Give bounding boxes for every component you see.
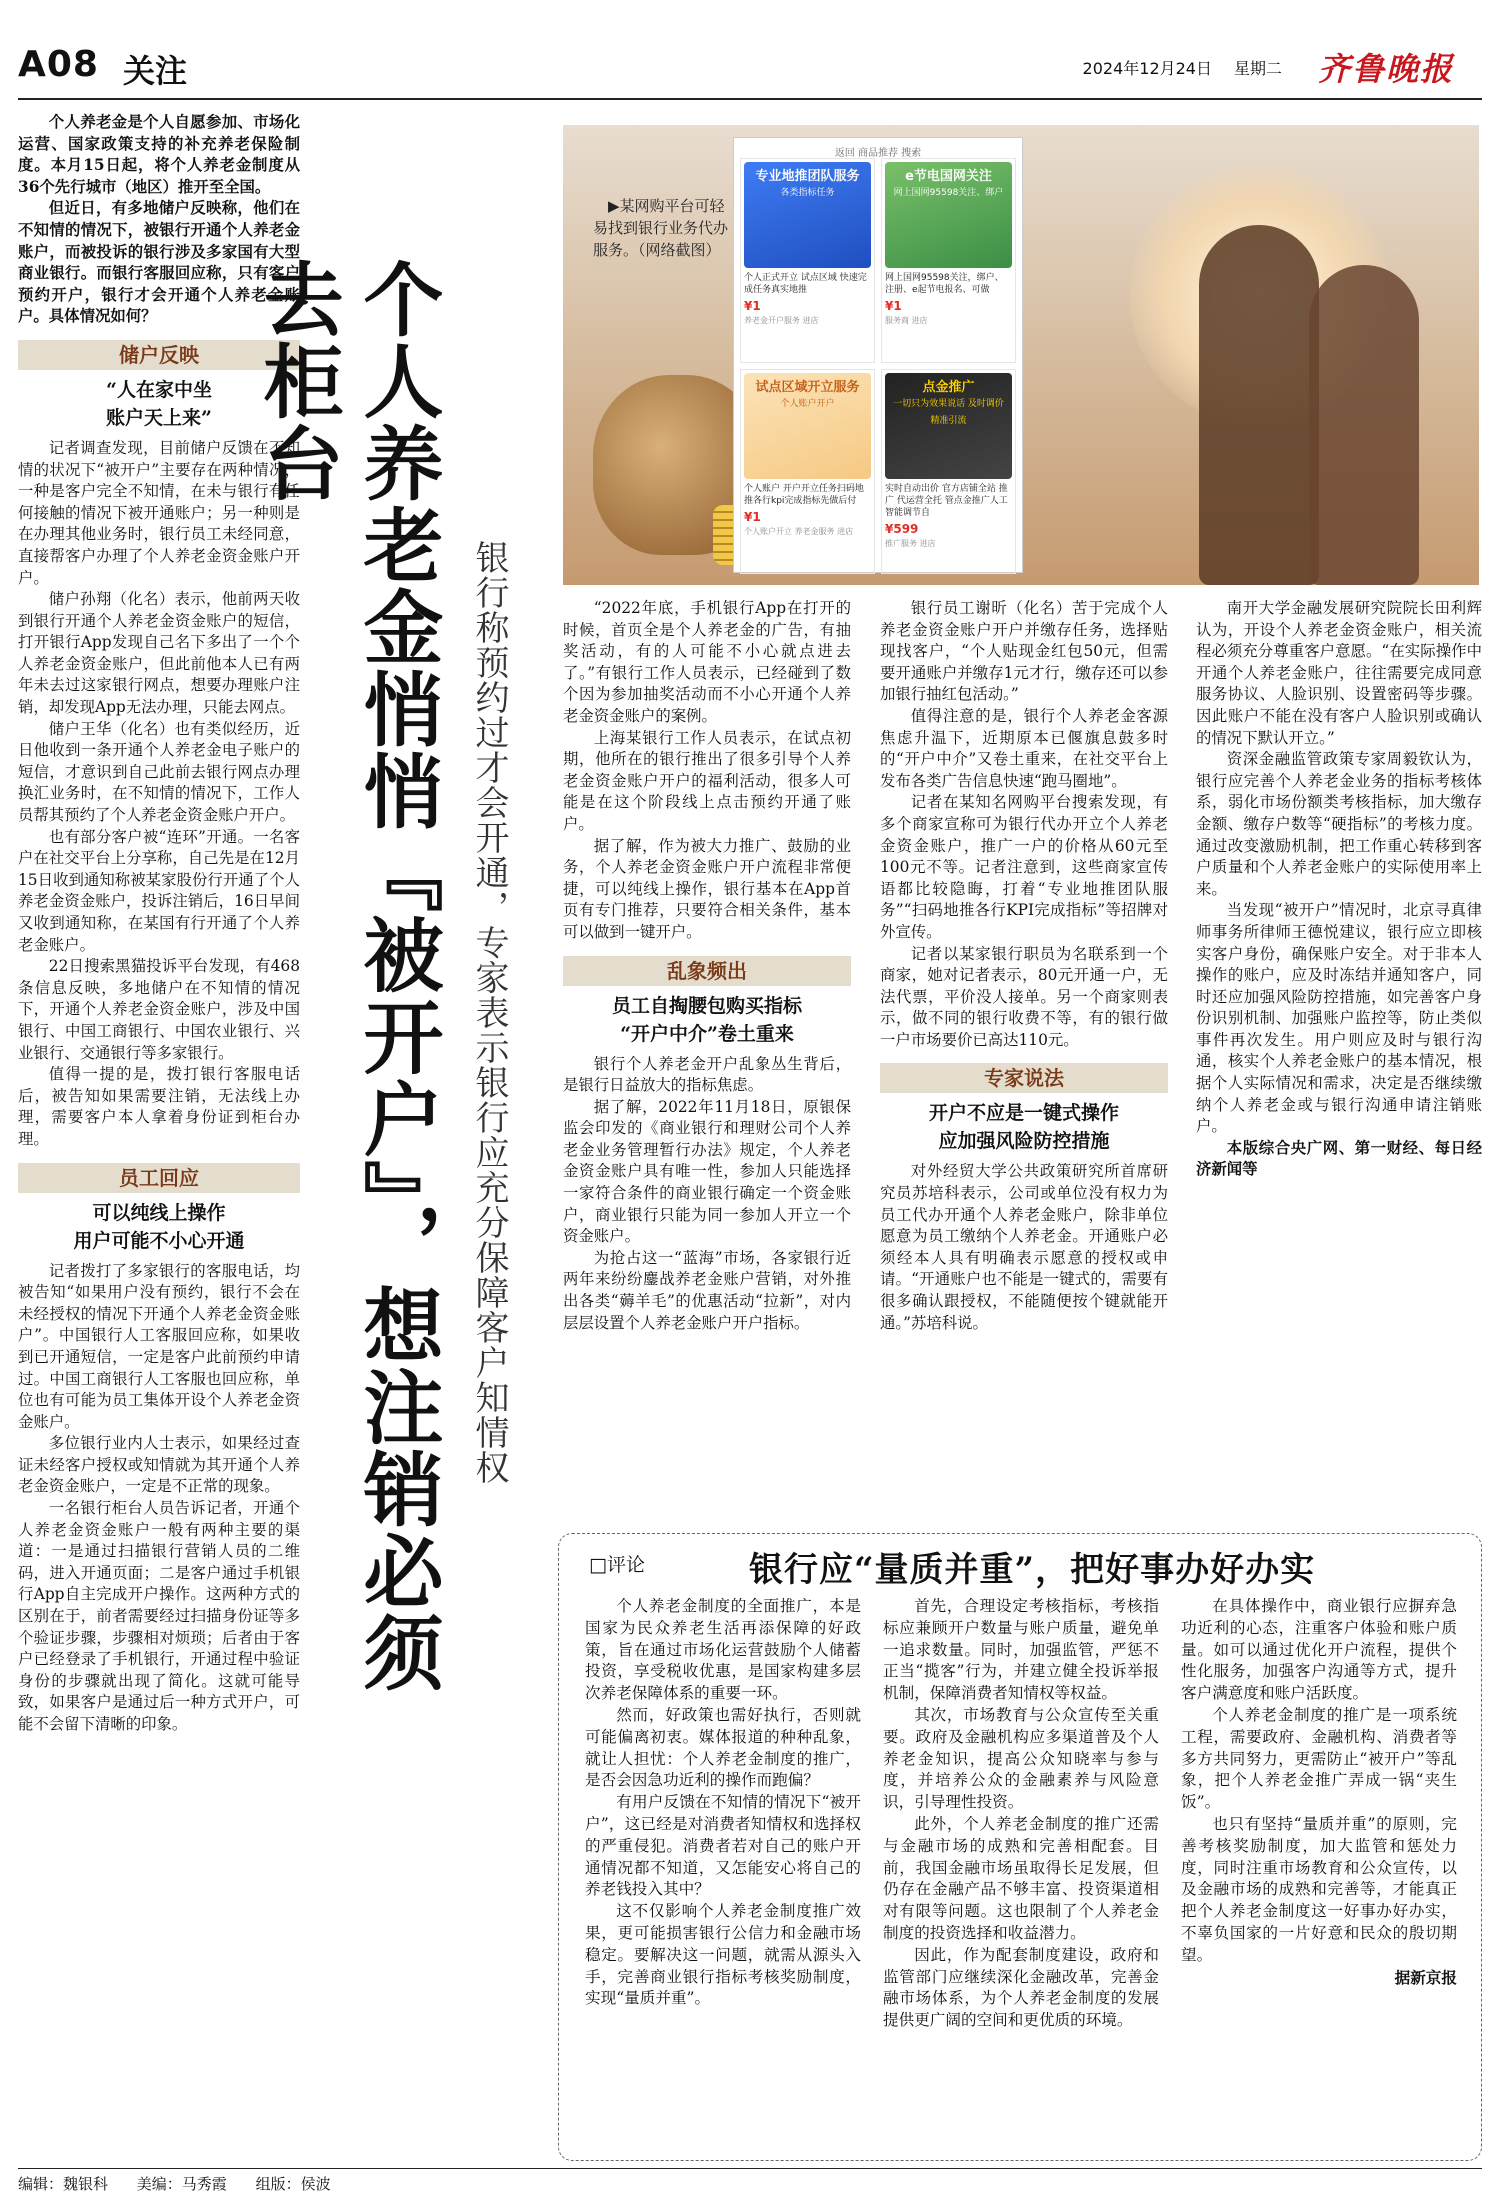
section-label-expert: 专家说法 — [880, 1063, 1168, 1093]
body-paragraph: 记者拨打了多家银行的客服电话，均被告知“如果用户没有预约，银行不会在未经授权的情况下开通个人养老金资金账户”。中国银行人工客服回应称，如果收到已开通短信，一定是客户此前预约申请过。中国工商银行人工客服也回应称，单位也有可能为员工集体开设个人养老金资金账户。 — [18, 1261, 300, 1431]
product-desc: 实时自动出价 官方店铺全站 推广 代运营全托 管点金推广人工智能调节自 — [885, 484, 1008, 518]
body-paragraph: 据了解，作为被大力推广、鼓励的业务，个人养老金资金账户开户流程非常便捷，可以纯线上操作，银行基本在App首页有专门推荐，只要符合相关条件，基本可以做到一键开户。 — [563, 836, 851, 941]
commentary-box — [558, 1533, 1482, 2161]
product-shop: 推广服务 进店 — [885, 539, 936, 548]
product-card — [740, 369, 875, 574]
proof-credit: 组版：侯波 — [255, 2175, 331, 2193]
section-title-depositors: “人在家中坐 账户天上来” — [106, 378, 212, 429]
comment-paragraph: 个人养老金制度的推广是一项系统工程，需要政府、金融机构、消费者等多方共同努力，更需防止“被开户”等乱象，把个人养老金推广弄成一锅“夹生饭”。 — [1181, 1705, 1457, 1812]
product-card — [881, 369, 1016, 574]
body-paragraph: 记者以某家银行职员为名联系到一个商家，她对记者表示，80元开通一户，无法代票，平价没人接单。另一个商家则表示，做不同的银行收费不等，有的银行做一户市场要价已高达110元。 — [880, 944, 1168, 1049]
body-paragraph: 储户孙翔（化名）表示，他前两天收到银行开通个人养老金资金账户的短信，打开银行App发现自己名下多出了一个个人养老金资金账户，但此前他本人已有两年未去过这家银行网点，想要办理账户注销，却发现App无法办理，只能去网点。 — [18, 590, 300, 717]
source-note: 本版综合央广网、第一财经、每日经济新闻等 — [1196, 1138, 1482, 1179]
product-card — [740, 158, 875, 363]
product-shop: 养老金开户服务 进店 — [744, 316, 819, 325]
commentary-tag: □评论 — [589, 1554, 645, 1576]
elderly-silhouette — [1199, 225, 1319, 585]
commentary-column-2 — [883, 1596, 1159, 2152]
lead-paragraph: 个人养老金是个人自愿参加、市场化运营、国家政策支持的补充养老保险制度。本月15日起，将个人养老金制度从36个先行城市（地区）推开至全国。 — [18, 113, 300, 196]
page-header — [18, 40, 1482, 100]
article-column-3 — [880, 598, 1168, 1518]
commentary-title: 银行应“量质并重”，把好事办好办实 — [749, 1550, 1316, 1590]
product-price: ¥1 — [744, 299, 761, 313]
body-paragraph: 记者调查发现，目前储户反馈在不知情的状况下“被开户”主要存在两种情况，一种是客户完全不知情，在未与银行有任何接触的情况下被开通账户；另一种则是在办理其他业务时，银行员工未经同意，直接帮客户办理了个人养老金资金账户开户。 — [18, 438, 300, 587]
shopping-app-screenshot — [733, 137, 1023, 573]
body-paragraph: 银行员工谢昕（化名）苦于完成个人养老金资金账户开户并缴存任务，选择贴现找客户，“个人贴现金红包50元，但需要开通账户并缴存1元才行，缴存还可以参加银行抽红包活动。” — [880, 599, 1168, 704]
comment-paragraph: 这不仅影响个人养老金制度推广效果，更可能损害银行公信力和金融市场稳定。要解决这一问题，就需从源头入手，完善商业银行指标考核奖励制度，实现“量质并重”。 — [585, 1902, 861, 2008]
section-name: 关注 — [123, 52, 188, 90]
product-shop: 个人账户开立 养老金服务 进店 — [744, 527, 854, 536]
product-shop: 服务商 进店 — [885, 316, 928, 325]
product-desc: 个人账户 开户开立任务扫码地推各行kpi完成指标先做后付 — [744, 484, 864, 506]
commentary-column-1 — [585, 1596, 861, 2152]
product-banner: e节电国网关注 网上国网95598关注、绑户 — [885, 162, 1012, 268]
article-subheadline: 银行称预约过才会开通，专家表示银行应充分保障客户知情权 — [469, 540, 509, 1485]
commentary-column-3 — [1181, 1596, 1457, 2152]
comment-paragraph: 然而，好政策也需好执行，否则就可能偏离初衷。媒体报道的种种乱象，就让人担忧：个人养老金制度的推广，是否会因急功近利的操作而跑偏？ — [585, 1705, 861, 1790]
comment-paragraph: 其次，市场教育与公众宣传至关重要。政府及金融机构应多渠道普及个人养老金知识，提高公众知晓率与参与度，并培养公众的金融素养与风险意识，引导理性投资。 — [883, 1705, 1159, 1812]
page-footer — [18, 2168, 1482, 2194]
article-photo — [563, 125, 1479, 585]
issue-date: 2024年12月24日 — [1082, 59, 1212, 78]
product-banner: 专业地推团队服务 各类指标任务 — [744, 162, 871, 268]
section-label-chaos: 乱象频出 — [563, 956, 851, 986]
article-headline: 个人养老金悄悄『被开户』，想注销必须去柜台 — [250, 258, 443, 1694]
body-paragraph: 22日搜索黑猫投诉平台发现，有468条信息反映，多地储户在不知情的情况下，开通个人养老金资金账户，涉及中国银行、中国工商银行、中国农业银行、兴业银行、交通银行等多家银行。 — [18, 957, 300, 1062]
body-paragraph: 当发现“被开户”情况时，北京寻真律师事务所律师王德悦建议，银行应立即核实客户身份，确保账户安全。对于非本人操作的账户，应及时冻结并通知客户，同时还应加强风险防控措施，如完善客户身份识别机制、加强账户监控等，防止类似事件再次发生。用户则应及时与银行沟通，核实个人养老金账户的基本情况，根据个人实际情况和需求，决定是否继续缴纳个人养老金或与银行沟通申请注销账户。 — [1196, 901, 1482, 1136]
elderly-silhouette — [1309, 265, 1419, 585]
section-label-staff: 员工回应 — [18, 1163, 300, 1193]
body-paragraph: 一名银行柜台人员告诉记者，开通个人养老金资金账户一般有两种主要的渠道：一是通过扫描银行营销人员的二维码，进入开通页面；二是客户通过手机银行App自主完成开户操作。这两种方式的区别在于，前者需要经过扫描身份证等多个验证步骤，步骤相对烦琐；后者由于客户已经登录了手机银行，开通过程中验证身份的步骤就出现了简化。这就可能导致，如果客户是通过后一种方式开户，可能不会留下清晰的印象。 — [18, 1499, 300, 1733]
body-paragraph: 对外经贸大学公共政策研究所首席研究员苏培科表示，公司或单位没有权力为员工代办开通个人养老金账户，除非单位愿意为员工缴纳个人养老金。开通账户必须经本人具有明确表示愿意的授权或申请。“开通账户也不能是一键式的，需要有很多确认跟授权，不能随便按个键就能开通。”苏培科说。 — [880, 1162, 1168, 1332]
body-paragraph: 多位银行业内人士表示，如果经过查证未经客户授权或知情就为其开通个人养老金资金账户，一定是不正常的现象。 — [18, 1434, 300, 1496]
article-column-4 — [1196, 598, 1482, 1518]
comment-source: 据新京报 — [1394, 1967, 1457, 1987]
page-number: A08 — [18, 44, 99, 85]
section-title-expert: 开户不应是一键式操作 应加强风险防控措施 — [928, 1102, 1119, 1153]
body-paragraph: 南开大学金融发展研究院院长田利辉认为，开设个人养老金资金账户，相关流程必须充分尊重客户意愿。“在实际操作中开通个人养老金账户，往往需要完成同意服务协议、人脸识别、设置密码等步骤。因此账户不能在没有客户人脸识别或确认的情况下默认开立。” — [1196, 599, 1482, 747]
product-price: ¥1 — [885, 299, 902, 313]
section-title-chaos: 员工自掏腰包购买指标 “开户中介”卷土重来 — [611, 994, 802, 1045]
body-paragraph: 银行个人养老金开户乱象丛生背后，是银行日益放大的指标焦虑。 — [563, 1054, 851, 1095]
body-paragraph: 为抢占这一“蓝海”市场，各家银行近两年来纷纷鏖战养老金账户营销，对外推出各类“薅羊毛”的优惠活动“拉新”，对内层层设置个人养老金账户开户指标。 — [563, 1248, 851, 1332]
product-desc: 网上国网95598关注，绑户、注册、e起节电报名、可做 — [885, 273, 1004, 295]
product-price: ¥599 — [885, 522, 919, 536]
photo-caption: ▶某网购平台可轻易找到银行业务代办服务。（网络截图） — [593, 197, 729, 259]
product-desc: 个人正式开立 试点区域 快速完成任务真实地推 — [744, 273, 867, 295]
body-paragraph: 上海某银行工作人员表示，在试点初期，他所在的银行推出了很多引导个人养老金资金账户开户的福利活动，很多人可能是在这个阶段线上点击预约开通了账户。 — [563, 728, 851, 833]
lead-paragraph: 但近日，有多地储户反映称，他们在不知情的情况下，被银行开通个人养老金账户，而被投诉的银行涉及多家国有大型商业银行。而银行客服回应称，只有客户预约开户，银行才会开通个人养老金账户。具体情况如何？ — [18, 199, 300, 326]
section-title-staff: 可以纯线上操作 用户可能不小心开通 — [73, 1201, 245, 1252]
comment-paragraph: 在具体操作中，商业银行应摒弃急功近利的心态，注重客户体验和账户质量。如可以通过优化开户流程，提供个性化服务，加强客户沟通等方式，提升客户满意度和账户活跃度。 — [1181, 1597, 1457, 1703]
body-paragraph: 记者在某知名网购平台搜索发现，有多个商家宣称可为银行代办开立个人养老金资金账户，推广一户的价格从60元至100元不等。记者注意到，这些商家宣传语都比较隐晦，打着“专业地推团队服务”“扫码地推各行KPI完成指标”等招牌对外宣传。 — [880, 793, 1168, 941]
comment-paragraph: 个人养老金制度的全面推广，本是国家为民众养老生活再添保障的好政策，旨在通过市场化运营鼓励个人储蓄投资，享受税收优惠，是国家构建多层次养老保障体系的重要一环。 — [585, 1597, 861, 1703]
newspaper-logo: 齐鲁晚报 — [1317, 50, 1454, 88]
body-paragraph: 储户王华（化名）也有类似经历，近日他收到一条开通个人养老金电子账户的短信，才意识到自己此前去银行网点办理换汇业务时，在不知情的情况下，工作人员帮其预约了个人养老金资金账户开户。 — [18, 719, 300, 825]
comment-paragraph: 因此，作为配套制度建设，政府和监管部门应继续深化金融改革，完善金融市场体系，为个人养老金制度的发展提供更广阔的空间和更优质的环境。 — [883, 1945, 1159, 2030]
body-paragraph: 值得一提的是，拨打银行客服电话后，被告知如果需要注销，无法线上办理，需要客户本人拿着身份证到柜台办理。 — [18, 1065, 300, 1148]
body-paragraph: 值得注意的是，银行个人养老金客源焦虑升温下，近期原本已偃旗息鼓多时的“开户中介”又卷土重来，在社交平台上发布各类广告信息快速“跑马圈地”。 — [880, 706, 1168, 790]
comment-paragraph: 有用户反馈在不知情的情况下“被开户”，这已经是对消费者知情权和选择权的严重侵犯。消费者若对自己的账户开通情况都不知道，又怎能安心将自己的养老钱投入其中？ — [585, 1793, 861, 1899]
article-column-2 — [563, 598, 851, 1518]
editor-credit: 编辑：魏银科 — [18, 2175, 109, 2193]
designer-credit: 美编：马秀霞 — [136, 2175, 227, 2193]
body-paragraph: “2022年底，手机银行App在打开的时候，首页全是个人养老金的广告，有抽奖活动，有的人可能不小心就点进去了。”有银行工作人员表示，已经碰到了数个因为参加抽奖活动而不小心开通个人养老金资金账户的案例。 — [563, 599, 851, 725]
product-banner: 点金推广 一切只为效果说话 及时调价 精准引流 — [885, 373, 1012, 479]
body-paragraph: 也有部分客户被“连环”开通。一名客户在社交平台上分享称，自己先是在12月15日收到通知称被某家股份行开通了个人养老金资金账户，投诉注销后，16日早间又收到通知称，在某国有行开通了个人养老金账户。 — [18, 827, 300, 954]
section-label-depositors: 储户反映 — [18, 340, 300, 370]
app-top-bar: 返回 商品推荐 搜索 — [834, 148, 922, 159]
product-price: ¥1 — [744, 510, 761, 524]
comment-paragraph: 也只有坚持“量质并重”的原则，完善考核奖励制度，加大监管和惩处力度，同时注重市场教育和公众宣传，以及金融市场的成熟和完善等，才能真正把个人养老金制度这一好事办好办实，不辜负国家的一片好意和民众的殷切期望。 — [1181, 1814, 1457, 1964]
product-card — [881, 158, 1016, 363]
comment-paragraph: 首先，合理设定考核指标，考核指标应兼顾开户数量与账户质量，避免单一追求数量。同时，加强监管，严惩不正当“揽客”行为，并建立健全投诉举报机制，保障消费者知情权等权益。 — [883, 1597, 1159, 1703]
body-paragraph: 资深金融监管政策专家周毅钦认为，银行应完善个人养老金业务的指标考核体系，弱化市场份额类考核指标，加大缴存金额、缴存户数等“硬指标”的考核力度。通过改变激励机制，把工作重心转移到客户质量和个人养老金账户的实际使用率上来。 — [1196, 750, 1482, 898]
product-banner: 试点区域开立服务 个人账户开户 — [744, 373, 871, 479]
body-paragraph: 据了解，2022年11月18日，原银保监会印发的《商业银行和理财公司个人养老金业务管理暂行办法》规定，个人养老金资金账户具有唯一性，参加人只能选择一家符合条件的商业银行确定一个资金账户，商业银行只能为同一参加人开立一个资金账户。 — [563, 1097, 851, 1246]
issue-weekday: 星期二 — [1233, 59, 1282, 78]
comment-paragraph: 此外，个人养老金制度的推广还需与金融市场的成熟和完善相配套。目前，我国金融市场虽取得长足发展，但仍存在金融产品不够丰富、投资渠道相对有限等问题。这也限制了个人养老金制度的投资选择和收益潜力。 — [883, 1814, 1159, 1942]
